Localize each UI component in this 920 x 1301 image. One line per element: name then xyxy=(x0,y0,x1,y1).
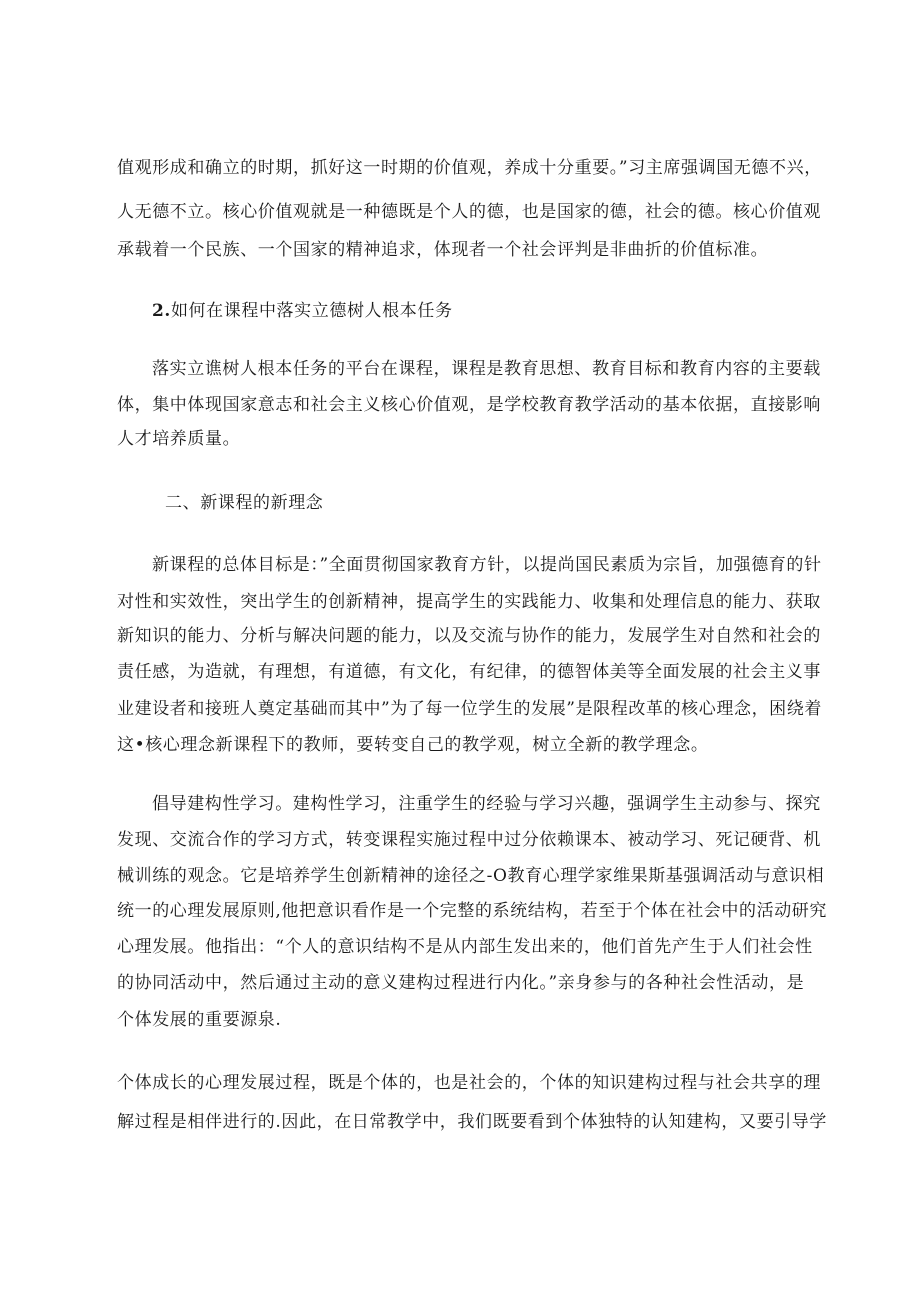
paragraph-3-line-1: 新课程的总体目标是：”全面贯彻国家教育方针，以提尚国民素质为宗旨，加强德育的针 xyxy=(152,555,822,575)
paragraph-1-line-1: 值观形成和确立的时期，抓好这一时期的价值观，养成十分重要。”习主席强调国无德不兴， xyxy=(117,158,822,178)
paragraph-3-line-6: 这•核心理念新课程下的教师，要转变自己的教学观，树立全新的教学理念。 xyxy=(117,735,709,755)
paragraph-4-line-1: 倡导建构性学习。建构性学习，注重学生的经验与学习兴趣，强调学生主动参与、探究 xyxy=(152,794,821,814)
paragraph-2-line-2: 体，集中体现国家意志和社会主义核心价值观，是学校教育教学活动的基本依据，直接影响 xyxy=(117,395,821,415)
paragraph-1-line-2: 人无德不立。核心价值观就是一种德既是个人的德，也是国家的德，社会的德。核心价值观 xyxy=(117,202,821,222)
paragraph-2-line-3: 人才培养质量。 xyxy=(117,429,241,449)
section-heading-2 xyxy=(152,299,453,323)
paragraph-4-line-5: 心理发展。他指出：“个人的意识结构不是从内部生发出来的，他们首先产生于人们社会性 xyxy=(117,937,813,957)
paragraph-4-line-6: 的协同活动中，然后通过主动的意义建构过程进行内化。”亲身参与的各种社会性活动，是 xyxy=(117,973,805,993)
section-heading-new-curriculum: 二、新课程的新理念 xyxy=(165,493,324,513)
paragraph-4-line-2: 发现、交流合作的学习方式，转变课程实施过程中过分依赖课本、被动学习、死记硬背、机 xyxy=(117,830,821,850)
section-heading-text: 如何在课程中落实立德树人根本任务 xyxy=(170,301,453,321)
paragraph-5-line-1: 个体成长的心理发展过程，既是个体的，也是社会的，个体的知识建构过程与社会共享的理 xyxy=(117,1073,821,1093)
paragraph-3-line-3: 新知识的能力、分析与解决问题的能力，以及交流与协作的能力，发展学生对自然和社会的 xyxy=(117,626,821,646)
paragraph-4-line-7: 个体发展的重要源泉. xyxy=(117,1010,282,1030)
paragraph-5-line-2: 解过程是相伴进行的.因此，在日常教学中，我们既要看到个体独特的认知建构，又要引导学 xyxy=(117,1112,828,1132)
section-heading-number: 2. xyxy=(152,301,171,321)
paragraph-4-line-3: 械训练的观念。它是培养学生创新精神的途径之-O教育心理学家维果斯基强调活动与意识相 xyxy=(117,866,825,886)
paragraph-2-line-1: 落实立谯树人根本任务的平台在课程，课程是教育思想、教育目标和教育内容的主要载 xyxy=(152,359,821,379)
paragraph-3-line-4: 责任感，为造就，有理想，有道德，有文化，有纪律，的德智体美等全面发展的社会主义事 xyxy=(117,662,821,682)
paragraph-4-line-4: 统一的心理发展原则,他把意识看作是一个完整的系统结构，若至于个体在社会中的活动研究 xyxy=(117,901,828,921)
paragraph-3-line-2: 对性和实效性，突出学生的创新精神，提高学生的实践能力、收集和处理信息的能力、获取 xyxy=(117,592,821,612)
paragraph-3-line-5: 业建设者和接班人奠定基础而其中”为了每一位学生的发展”是限程改革的核心理念，困绕着 xyxy=(117,699,822,719)
paragraph-1-line-3: 承载着一个民族、一个国家的精神追求，体现者一个社会评判是非曲折的价值标准。 xyxy=(117,240,769,260)
